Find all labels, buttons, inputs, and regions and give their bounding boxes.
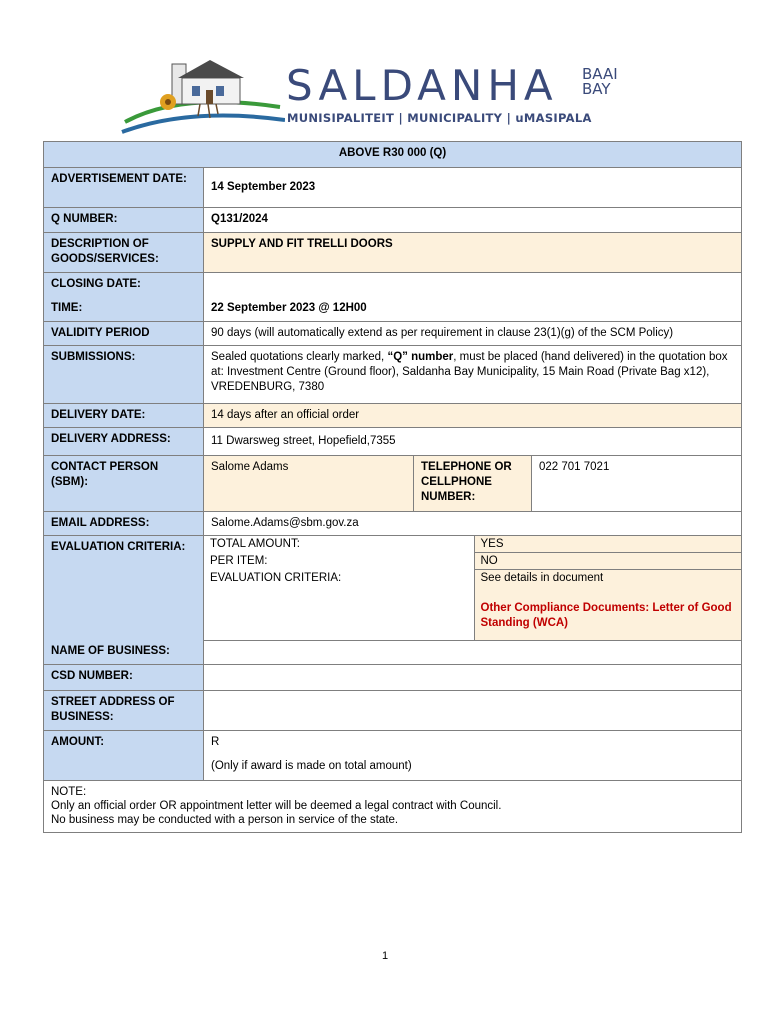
logo-baai: BAAI bbox=[582, 65, 618, 83]
amount-cell[interactable] bbox=[204, 730, 742, 780]
delivery-address-value: 11 Dwarsweg street, Hopefield,7355 bbox=[204, 428, 742, 456]
amount-row bbox=[44, 730, 742, 780]
time-label: TIME: bbox=[44, 297, 204, 322]
validity-row bbox=[44, 322, 742, 346]
evaluation-criteria-key: TOTAL AMOUNT: bbox=[204, 536, 474, 553]
closing-date-value bbox=[204, 273, 742, 297]
contact-person-value: Salome Adams bbox=[204, 456, 414, 512]
validity-value: 90 days (will automatically extend as per requirement in clause 23(1)(g) of the SCM Policy) bbox=[204, 322, 742, 346]
business-name-value[interactable] bbox=[204, 640, 742, 664]
logo-tagline: MUNISIPALITEIT | MUNICIPALITY | uMASIPALA bbox=[287, 111, 592, 125]
street-address-label: STREET ADDRESS OF BUSINESS: bbox=[44, 690, 204, 730]
contact-person-label: CONTACT PERSON (SBM): bbox=[44, 456, 204, 512]
business-name-label: NAME OF BUSINESS: bbox=[44, 640, 204, 664]
note-row bbox=[44, 780, 742, 832]
submissions-label: SUBMISSIONS: bbox=[44, 346, 204, 404]
description-value: SUPPLY AND FIT TRELLI DOORS bbox=[204, 233, 742, 273]
description-label: DESCRIPTION OF GOODS/SERVICES: bbox=[44, 233, 204, 273]
evaluation-row bbox=[44, 536, 742, 641]
evaluation-criteria-value: See details in document bbox=[480, 572, 604, 584]
delivery-date-value: 14 days after an official order bbox=[204, 404, 742, 428]
delivery-address-row bbox=[44, 428, 742, 456]
telephone-value: 022 701 7021 bbox=[532, 456, 742, 512]
closing-date-row bbox=[44, 273, 742, 297]
logo-bay: BAY bbox=[582, 80, 611, 98]
amount-note: (Only if award is made on total amount) bbox=[211, 759, 412, 772]
note-title: NOTE: bbox=[51, 785, 87, 798]
advertisement-date-label: ADVERTISEMENT DATE: bbox=[44, 168, 204, 208]
evaluation-criteria-cell bbox=[204, 536, 742, 641]
validity-label: VALIDITY PERIOD bbox=[44, 322, 204, 346]
evaluation-criteria-details bbox=[474, 570, 741, 640]
header-row bbox=[44, 142, 742, 168]
q-number-label: Q NUMBER: bbox=[44, 208, 204, 233]
evaluation-criteria-key: PER ITEM: bbox=[204, 553, 474, 570]
evaluation-criteria-row bbox=[204, 570, 741, 640]
evaluation-criteria-value: NO bbox=[474, 553, 741, 570]
form-header: ABOVE R30 000 (Q) bbox=[44, 142, 742, 168]
closing-date-label: CLOSING DATE: bbox=[44, 273, 204, 297]
house-emblem-icon bbox=[120, 52, 285, 138]
evaluation-label: EVALUATION CRITERIA: bbox=[44, 536, 204, 641]
csd-number-label: CSD NUMBER: bbox=[44, 664, 204, 690]
note-line-1: Only an official order OR appointment letter will be deemed a legal contract with Council. bbox=[51, 799, 502, 812]
email-label: EMAIL ADDRESS: bbox=[44, 512, 204, 536]
evaluation-criteria-key: EVALUATION CRITERIA: bbox=[204, 570, 474, 640]
telephone-label: TELEPHONE OR CELLPHONE NUMBER: bbox=[414, 456, 532, 512]
time-row bbox=[44, 297, 742, 322]
delivery-address-label: DELIVERY ADDRESS: bbox=[44, 428, 204, 456]
advertisement-date-value: 14 September 2023 bbox=[204, 168, 742, 208]
delivery-date-row bbox=[44, 404, 742, 428]
q-number-value: Q131/2024 bbox=[204, 208, 742, 233]
municipality-logo bbox=[120, 52, 640, 138]
evaluation-criteria-value: YES bbox=[474, 536, 741, 553]
time-value: 22 September 2023 @ 12H00 bbox=[204, 297, 742, 322]
advertisement-row bbox=[44, 168, 742, 208]
note-line-2: No business may be conducted with a person in service of the state. bbox=[51, 813, 399, 826]
logo-wordmark: SALDANHA bbox=[286, 61, 558, 110]
csd-number-row bbox=[44, 664, 742, 690]
page-number: 1 bbox=[381, 950, 389, 962]
evaluation-criteria-row bbox=[204, 553, 741, 570]
evaluation-criteria-table bbox=[204, 536, 741, 640]
submissions-q-number-mark: “Q” number bbox=[387, 351, 454, 363]
email-value: Salome.Adams@sbm.gov.za bbox=[204, 512, 742, 536]
submissions-value bbox=[204, 346, 742, 404]
logo-baai-bay bbox=[582, 67, 618, 97]
quotation-form-table bbox=[43, 141, 742, 833]
compliance-documents-note: Other Compliance Documents: Letter of Good Standing (WCA) bbox=[480, 602, 732, 629]
description-row bbox=[44, 233, 742, 273]
amount-label: AMOUNT: bbox=[44, 730, 204, 780]
amount-value: R bbox=[211, 735, 220, 748]
submissions-text-post: , must be placed (hand delivered) in the quotation box at: Investment Centre (Ground floor), Saldanha Bay Municipality, 15 Main Road (Private Bag x12), VREDENBURG, 7380 bbox=[211, 351, 728, 393]
submissions-row bbox=[44, 346, 742, 404]
contact-row bbox=[44, 456, 742, 512]
email-row bbox=[44, 512, 742, 536]
street-address-value[interactable] bbox=[204, 690, 742, 730]
evaluation-criteria-row bbox=[204, 536, 741, 553]
csd-number-value[interactable] bbox=[204, 664, 742, 690]
q-number-row bbox=[44, 208, 742, 233]
note-cell bbox=[44, 780, 742, 832]
business-name-row bbox=[44, 640, 742, 664]
submissions-text-pre: Sealed quotations clearly marked, bbox=[211, 351, 388, 363]
street-address-row bbox=[44, 690, 742, 730]
delivery-date-label: DELIVERY DATE: bbox=[44, 404, 204, 428]
